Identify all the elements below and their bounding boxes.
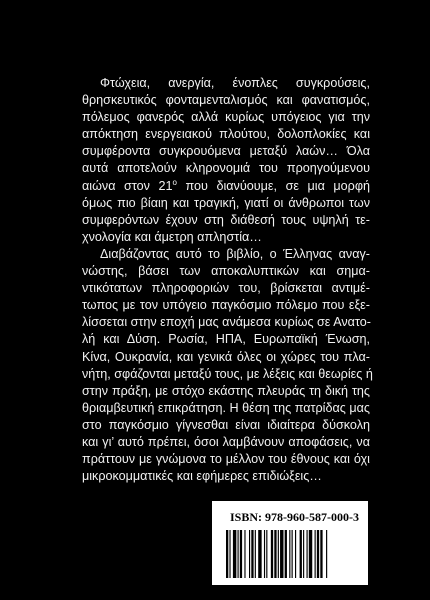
barcode-bar [285, 530, 287, 578]
text-fragment: που διανύουμε, σε μια μορφή [176, 178, 371, 193]
blurb-paragraph-1 [82, 75, 370, 246]
isbn-label [212, 501, 368, 585]
text-line: απόκτηση ενεργειακού πλούτου, δολοπλοκίες και [82, 127, 370, 142]
barcode-bar [244, 530, 245, 578]
barcode-bar [295, 530, 296, 578]
barcode-bar [255, 530, 256, 578]
text-line: και γι’ αυτό πρέπει, όσοι λαμβάνουν αποφάσεις, να [82, 434, 370, 449]
text-line: νήτη, σφάζονται μεταξύ τους, με λέξεις και θεωρίες ή [82, 366, 373, 381]
ordinal-superscript: ο [172, 177, 177, 187]
barcode-bar [251, 530, 253, 578]
barcode-bar [317, 530, 319, 578]
text-line: Διαβάζοντας αυτό το βιβλίο, ο Έλληνας αναγ- [100, 246, 370, 261]
text-fragment: αιώνα στον 21 [82, 178, 173, 193]
text-line: αυτά αποτελούν κληρονομιά του προηγούμενου [82, 161, 370, 176]
barcode-bar [292, 530, 293, 578]
barcode-bar [307, 530, 308, 578]
text-line: όμως πιο βίαιη και τραγική, γιατί οι άνθρωποι των [82, 195, 370, 210]
barcode-bar [278, 530, 279, 578]
barcode-bar [240, 530, 242, 578]
text-line: νώστης, βάσει των αποκαλυπτικών και σημα- [82, 264, 370, 279]
barcode-bar [309, 530, 312, 578]
text-line: λίσσεται στην εποχή μας ανάμεσα κυρίως σε Ανατο- [82, 315, 371, 330]
barcode-bar [266, 530, 267, 578]
blurb-text [82, 75, 373, 485]
text-line: πράττουν με γνώμονα το μέλλον του έθνους και όχι [82, 452, 370, 467]
text-line: πόλεμος φανερός αλλά κυρίως υπόγειος για την [82, 110, 370, 125]
text-line: συμφερόντων έχουν στη διάθεσή τους υψηλή τε- [82, 212, 370, 227]
text-line: ντικότατων πληροφοριών του, βρίσκεται αντιμέ- [82, 281, 370, 296]
text-line: Κίνα, Ουκρανία, και γενικά όλες οι χώρες του πλα- [82, 349, 370, 364]
text-line: συμφέροντα συγκρουόμενα μεταξύ λαών… Όλα [82, 144, 370, 159]
barcode-bar [233, 530, 236, 578]
barcode-bar [264, 530, 265, 578]
barcode-bar [226, 530, 228, 578]
text-line: στο παγκόσμιο γίγνεσθαι είναι ιδιαίτερα δύσκολη [82, 417, 370, 432]
barcode-bar [258, 530, 261, 578]
text-line: θριαμβευτική επικράτηση. Η θέση της πατρίδας μας [82, 400, 370, 415]
text-line: λή και Δύση. Ρωσία, ΗΠΑ, Ευρωπαϊκή Ένωση, [82, 332, 370, 347]
barcode-icon [224, 530, 360, 578]
barcode-bar [280, 530, 283, 578]
text-line-with-superscript [82, 178, 370, 195]
isbn-number: ISBN: 978-960-587-000-3 [230, 510, 359, 524]
barcode-bar [289, 530, 290, 578]
barcode-bar [274, 530, 276, 578]
barcode-bar [303, 530, 304, 578]
barcode-bar [229, 530, 230, 578]
text-line: στην πράξη, με στόχο εκάστης πλευράς τη δική της [82, 383, 370, 398]
blurb-paragraph-2 [82, 246, 373, 485]
barcode-bar [300, 530, 302, 578]
barcode-bar [271, 530, 273, 578]
barcode-bar [238, 530, 239, 578]
text-line: θρησκευτικός φονταμενταλισμός και φανατισμός, [82, 93, 370, 108]
text-line: τωπος με τον υπόγειο παγκόσμιο πόλεμο που εξε- [82, 298, 370, 313]
barcode-bar [315, 530, 316, 578]
barcode-bar [320, 530, 322, 578]
text-line: Φτώχεια, ανεργία, ένοπλες συγκρούσεις, [100, 76, 370, 90]
text-line: μικροκομματικές και εφήμερες επιδιώξεις… [82, 469, 322, 484]
barcode-bar [326, 530, 327, 578]
barcode-bar [249, 530, 250, 578]
text-line: χνολογία και άμετρη απληστία… [82, 229, 262, 244]
